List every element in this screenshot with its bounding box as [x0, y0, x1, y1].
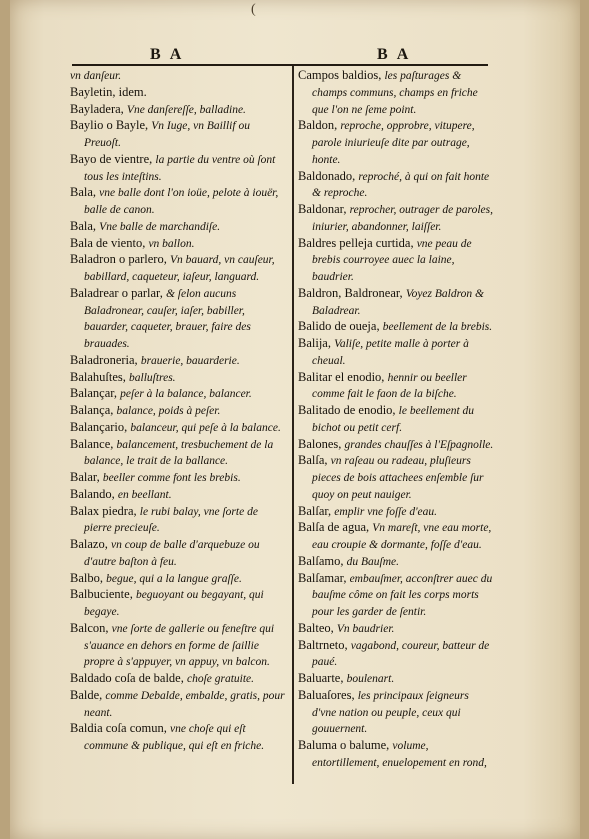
entry-definition: grandes chauſſes à l'Eſpagnolle.: [344, 438, 494, 451]
entry-definition: volume, entortillement, enuelopement en rond,: [312, 740, 487, 769]
dictionary-entry: [70, 587, 288, 621]
entry-headword: Bala,: [70, 185, 97, 200]
entry-headword: Balar,: [70, 470, 100, 484]
entry-definition: vn ballon.: [148, 237, 195, 250]
entry-definition: vn danſeur.: [70, 70, 122, 82]
dictionary-entry: [298, 738, 494, 772]
left-column: [70, 68, 288, 755]
entry-definition: boulenart.: [346, 673, 395, 685]
dictionary-entry: [70, 721, 288, 755]
entry-headword: Balance,: [70, 436, 114, 451]
entry-headword: Baladrear o parlar,: [70, 285, 163, 300]
dictionary-entry: [70, 671, 288, 688]
dictionary-entry: [70, 470, 288, 487]
entry-definition: vn coup de balle d'arquebuze ou d'autre baſton à feu.: [84, 539, 260, 568]
entry-definition: reproche, opprobre, vitupere, parole iniurieuſe dite par outrage, honte.: [312, 120, 475, 166]
entry-headword: Balteo,: [298, 620, 334, 635]
entry-headword: Balſar,: [298, 503, 332, 518]
entry-definition: reprocher, outrager de paroles, iniurier, abandonner, laiſſer.: [312, 204, 493, 233]
header-rule: [72, 64, 488, 66]
entry-definition: vne ſorte de gallerie ou feneſtre qui s'auance en dehors en forme de ſaillie propre à s'appuyer, vn appuy, vn balcon.: [84, 622, 275, 669]
entry-definition: emplir vne foſſe d'eau.: [334, 505, 438, 518]
entry-headword: Balones,: [298, 436, 342, 451]
entry-definition: le rubi balay, vne ſorte de pierre precieuſe.: [84, 505, 258, 535]
entry-definition: balance, poids à peſer.: [116, 405, 221, 417]
entry-headword: Baluarte,: [298, 671, 344, 685]
dictionary-entry: [298, 453, 494, 503]
entry-definition: les paſturages & champs communs, champs en friche que l'on ne ſeme point.: [312, 70, 478, 116]
dictionary-entry: [70, 85, 288, 102]
dictionary-entry: [70, 236, 288, 253]
entry-definition: Vn bauard, vn cauſeur, babillard, caqueteur, iaſeur, languard.: [84, 254, 275, 283]
entry-definition: Vne balle de marchandiſe.: [99, 220, 221, 233]
dictionary-entry: [298, 504, 494, 521]
entry-headword: Balança,: [70, 403, 114, 417]
dictionary-entry: [298, 688, 494, 738]
entry-headword: Baldia coſa comun,: [70, 721, 167, 736]
entry-headword: Balbuciente,: [70, 587, 133, 602]
entry-definition: vne balle dont l'on ioüe, pelote à iouër, balle de canon.: [84, 187, 279, 216]
dictionary-entry: [70, 386, 288, 403]
dictionary-entry: [70, 219, 288, 236]
entry-definition: la partie du ventre où ſont tous les inteſtins.: [84, 153, 276, 183]
dictionary-entry: [298, 571, 494, 621]
entry-definition: Vn mareſt, vne eau morte, eau croupie & dormante, foſſe d'eau.: [312, 522, 492, 551]
entry-headword: Baladroneria,: [70, 352, 138, 367]
entry-definition: Voyez Baldron & Baladrear.: [312, 287, 484, 317]
entry-headword: Balando,: [70, 486, 115, 501]
entry-headword: Balſa de agua,: [298, 520, 370, 535]
entry-headword: Baltrneto,: [298, 637, 348, 652]
entry-headword: Baladron o parlero,: [70, 252, 167, 267]
dictionary-entry: [298, 202, 494, 236]
dictionary-entry: [298, 236, 494, 286]
dictionary-entry: [298, 520, 494, 554]
dictionary-entry: [298, 118, 494, 168]
entry-headword: Bala,: [70, 218, 97, 233]
entry-definition: embauſmer, acconſtrer auec du bauſme côme on fait les corps morts pour les garder de ſentir.: [312, 572, 493, 618]
entry-definition: Vn baudrier.: [336, 622, 395, 635]
entry-headword: Baldonar,: [298, 202, 347, 216]
entry-headword: Balançario,: [70, 419, 128, 434]
entry-headword: Baluma o balume,: [298, 738, 390, 752]
entry-headword: Balbo,: [70, 570, 103, 585]
entry-headword: Balija,: [298, 336, 331, 350]
dictionary-entry: [70, 252, 288, 286]
entry-headword: Balitado de enodio,: [298, 403, 396, 417]
entry-headword: Balançar,: [70, 386, 118, 401]
dictionary-entry: [298, 403, 494, 437]
entry-headword: Baldonado,: [298, 168, 356, 183]
dictionary-entry: [298, 370, 494, 404]
dictionary-entry: [70, 370, 288, 387]
dictionary-entry: [70, 688, 288, 722]
entry-definition: vne choſe qui eſt commune & publique, qui eſt en friche.: [84, 723, 265, 752]
entry-definition: vn raſeau ou radeau, pluſieurs pieces de bois attachees enſemble ſur quoy on peut nauiger.: [312, 455, 484, 501]
column-divider: [292, 66, 294, 784]
dictionary-entry: [298, 286, 494, 320]
entry-definition: comme Debalde, embalde, gratis, pour neant.: [84, 689, 285, 719]
entry-definition: reproché, à qui on fait honte & reproche.: [312, 170, 490, 200]
dictionary-entry: [70, 286, 288, 353]
dictionary-entry: [70, 185, 288, 219]
entry-definition: begue, qui a la langue graſſe.: [106, 572, 242, 585]
dictionary-entry: [70, 621, 288, 671]
entry-headword: Bayo de vientre,: [70, 151, 153, 166]
entry-headword: Campos baldios,: [298, 68, 382, 82]
dictionary-entry: [70, 403, 288, 420]
entry-headword: Bala de viento,: [70, 235, 146, 250]
dictionary-entry: [70, 420, 288, 437]
dictionary-entry: [298, 68, 494, 118]
entry-headword: Balax piedra,: [70, 503, 137, 518]
dictionary-entry: [70, 68, 288, 85]
entry-headword: Balcon,: [70, 620, 109, 635]
entry-headword: Baluaſores,: [298, 687, 355, 702]
entry-headword: Balido de oueja,: [298, 319, 380, 334]
entry-definition: & ſelon aucuns Baladronear, cauſer, iaſer, babiller, bauarder, caqueter, brauer, faire des brauades.: [84, 287, 251, 350]
entry-headword: Baldado coſa de balde,: [70, 671, 184, 685]
entry-definition: du Bauſme.: [346, 555, 399, 568]
entry-definition: vne peau de brebis courroyee auec la laine, baudrier.: [312, 237, 472, 283]
entry-definition: hennir ou beeller comme fait le faon de la biſche.: [312, 371, 467, 401]
entry-definition: beeller comme font les brebis.: [102, 472, 241, 484]
entry-headword: Baldon,: [298, 118, 338, 133]
entry-headword: Baylio o Bayle,: [70, 118, 149, 133]
entry-headword: Baldron, Baldronear,: [298, 285, 403, 300]
entry-headword: Baldres pelleja curtida,: [298, 235, 414, 250]
entry-definition: Vn Iuge, vn Baillif ou Preuoſt.: [84, 120, 250, 149]
entry-headword: Balde,: [70, 687, 103, 702]
entry-definition: balanceur, qui peſe à la balance.: [130, 421, 281, 434]
entry-definition: Valiſe, petite malle à porter à cheual.: [312, 338, 469, 367]
entry-headword: Bayletin, idem.: [70, 84, 147, 99]
entry-definition: le beellement du bichot ou petit cerf.: [312, 405, 475, 434]
entry-headword: Balſamo,: [298, 553, 344, 568]
dictionary-entry: [70, 353, 288, 370]
dictionary-entry: [70, 487, 288, 504]
dictionary-entry: [70, 537, 288, 571]
entry-headword: Balazo,: [70, 537, 108, 551]
dictionary-entry: [298, 169, 494, 203]
entry-headword: Bayladera,: [70, 101, 124, 116]
entry-definition: peſer à la balance, balancer.: [120, 388, 252, 401]
dictionary-entry: [70, 152, 288, 186]
dictionary-entry: [70, 102, 288, 119]
entry-definition: brauerie, bauarderie.: [140, 354, 240, 367]
dictionary-entry: [298, 638, 494, 672]
entry-definition: beellement de la brebis.: [382, 321, 493, 334]
dictionary-entry: [70, 437, 288, 471]
dictionary-entry: [298, 319, 494, 336]
running-head-left: B A: [150, 46, 185, 63]
dictionary-entry: [70, 571, 288, 588]
entry-definition: beguoyant ou begayant, qui begaye.: [84, 589, 264, 618]
right-column: [298, 68, 494, 772]
entry-definition: balancement, tresbuchement de la balance, le trait de la ballance.: [84, 438, 274, 468]
entry-definition: choſe gratuite.: [186, 673, 255, 685]
entry-definition: Vne danſereſſe, balladine.: [126, 103, 246, 116]
dictionary-entry: [298, 437, 494, 454]
dictionary-entry: [298, 621, 494, 638]
page-mark: (: [251, 2, 256, 17]
entry-definition: balluſtres.: [129, 371, 176, 384]
dictionary-entry: [70, 118, 288, 152]
entry-headword: Balahuſtes,: [70, 369, 126, 384]
dictionary-entry: [298, 554, 494, 571]
dictionary-entry: [70, 504, 288, 538]
dictionary-entry: [298, 671, 494, 688]
running-head-right: B A: [377, 46, 412, 63]
entry-definition: vagabond, coureur, batteur de paué.: [312, 639, 490, 669]
dictionary-page: [10, 0, 580, 839]
entry-headword: Balitar el enodio,: [298, 369, 385, 384]
entry-definition: en beellant.: [117, 488, 172, 501]
entry-headword: Balſamar,: [298, 570, 347, 585]
entry-headword: Balſa,: [298, 453, 328, 468]
entry-definition: les principaux ſeigneurs d'vne nation ou peuple, ceux qui gouuernent.: [312, 689, 469, 736]
dictionary-entry: [298, 336, 494, 370]
